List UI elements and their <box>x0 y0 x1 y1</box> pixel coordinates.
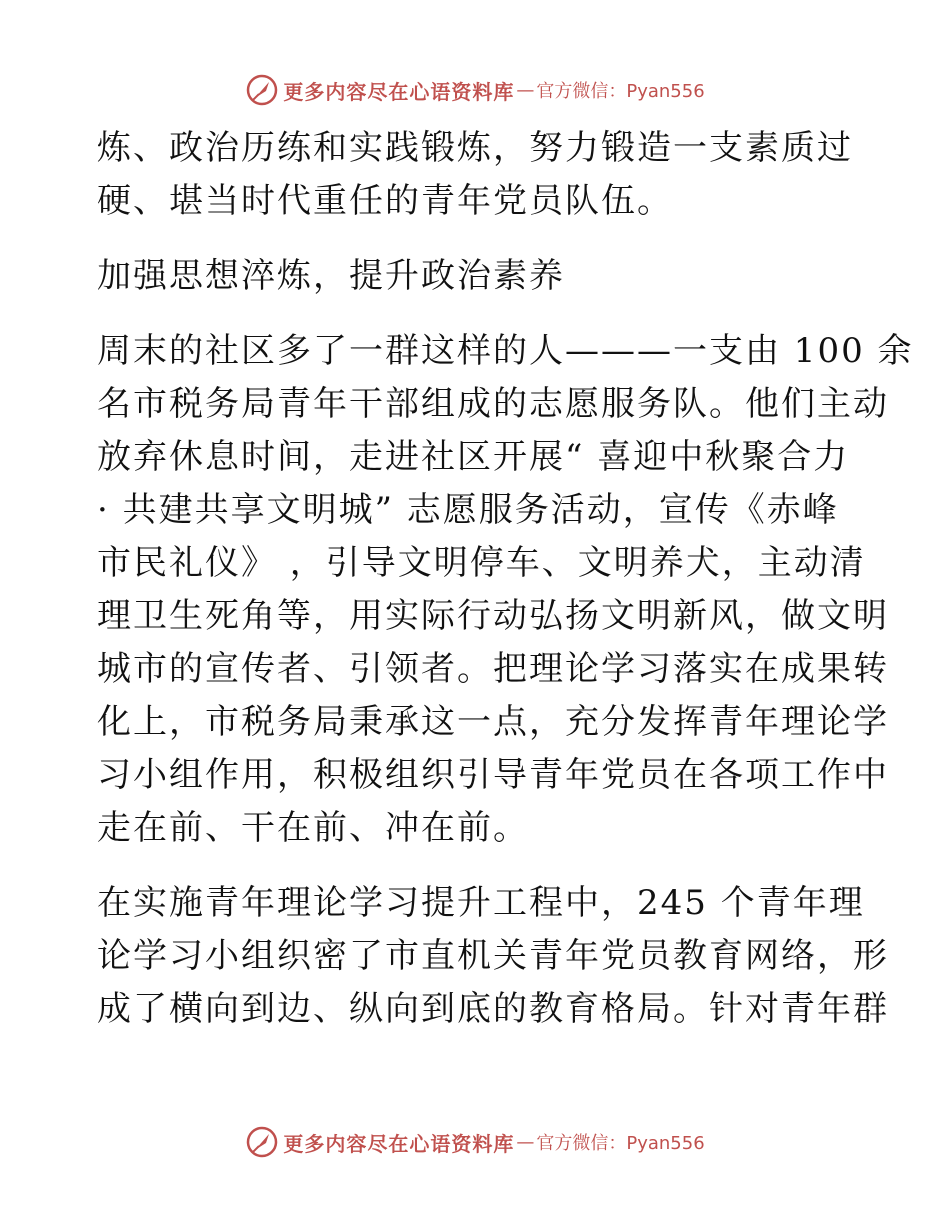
text-line: 城市的宣传者、引领者。把理论学习落实在成果转 <box>97 649 889 689</box>
watermark-brand-text: 更多内容尽在心语资料库 <box>283 1131 515 1156</box>
heading-line: 加强思想淬炼，提升政治素养 <box>97 256 565 296</box>
text-line: 周末的社区多了一群这样的人———一支由 100 余 <box>97 331 914 371</box>
feather-logo-icon <box>245 1125 279 1159</box>
text-line: 走在前、干在前、冲在前。 <box>97 808 529 848</box>
document-body <box>97 122 914 1036</box>
paragraph-3 <box>97 325 914 855</box>
watermark-brand-text: 更多内容尽在心语资料库 <box>283 79 515 104</box>
text-line: 理卫生死角等，用实际行动弘扬文明新风，做文明 <box>97 596 889 636</box>
watermark-wechat-text: 官方微信：Pyan556 <box>536 1133 705 1154</box>
text-line: 论学习小组织密了市直机关青年党员教育网络，形 <box>97 936 889 976</box>
watermark-wechat-text: 官方微信：Pyan556 <box>536 81 705 102</box>
text-line: · 共建共享文明城” 志愿服务活动，宣传《赤峰 <box>97 490 839 530</box>
paragraph-4 <box>97 877 889 1036</box>
section-heading <box>97 250 857 303</box>
text-line: 成了横向到边、纵向到底的教育格局。针对青年群 <box>97 989 889 1029</box>
footer-watermark <box>0 1122 950 1162</box>
text-line: 放弃休息时间，走进社区开展“ 喜迎中秋聚合力 <box>97 437 850 477</box>
watermark-separator: — <box>516 79 535 101</box>
text-line: 化上，市税务局秉承这一点，充分发挥青年理论学 <box>97 702 889 742</box>
text-line: 名市税务局青年干部组成的志愿服务队。他们主动 <box>97 384 889 424</box>
paragraph-1 <box>97 122 857 228</box>
text-line: 炼、政治历练和实践锻炼，努力锻造一支素质过 <box>97 128 853 168</box>
header-watermark <box>0 70 950 110</box>
text-line: 习小组作用，积极组织引导青年党员在各项工作中 <box>97 755 889 795</box>
watermark-separator: — <box>516 1131 535 1153</box>
text-line: 在实施青年理论学习提升工程中，245 个青年理 <box>97 883 865 923</box>
text-line: 硬、堪当时代重任的青年党员队伍。 <box>97 181 673 221</box>
text-line: 市民礼仪》 ，引导文明停车、文明养犬，主动清 <box>97 543 866 583</box>
feather-logo-icon <box>245 73 279 107</box>
